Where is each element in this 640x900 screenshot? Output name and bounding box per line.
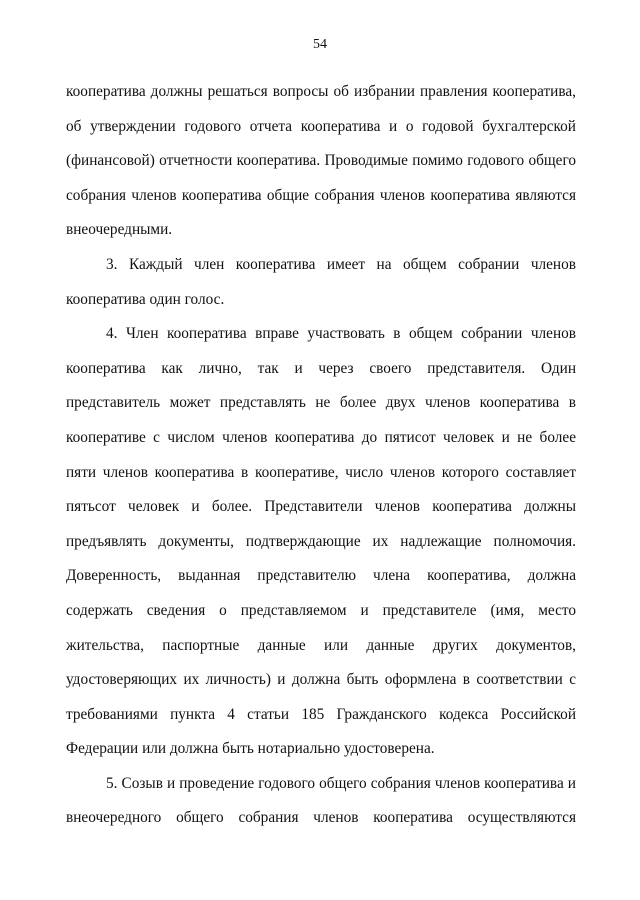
text-line: Федерации или должна быть нотариально удостоверена.: [66, 740, 435, 758]
text-line: 5. Созыв и проведение годового общего собрания членов кооператива и: [106, 774, 576, 792]
text-line: об утверждении годового отчета кооператива и о годовой бухгалтерской: [66, 117, 576, 135]
text-line: представитель может представлять не более двух членов кооператива в: [66, 394, 576, 412]
text-line: кооператива должны решаться вопросы об избрании правления кооператива,: [66, 83, 576, 100]
text-line: внеочередными.: [66, 221, 173, 239]
paragraph-item-5: [66, 767, 576, 836]
page-number: 54: [313, 37, 327, 52]
text-line: собрания членов кооператива общие собрания членов кооператива являются: [66, 186, 576, 204]
paragraph-continuation: [66, 75, 576, 248]
text-line: удостоверяющих их личность) и должна быть оформлена в соответствии с: [66, 671, 576, 689]
text-line: требованиями пункта 4 статьи 185 Гражданского кодекса Российской: [66, 705, 576, 723]
text-line: кооператива как лично, так и через своего представителя. Один: [66, 359, 576, 377]
text-line: кооперативе с числом членов кооператива до пятисот человек и не более: [66, 428, 576, 446]
body-text: [66, 75, 576, 836]
text-line: 3. Каждый член кооператива имеет на общем собрании членов: [106, 255, 576, 273]
paragraph-item-4: [66, 317, 576, 767]
text-line: пяти членов кооператива в кооперативе, число членов которого составляет: [66, 463, 576, 481]
paragraph-item-3: [66, 248, 576, 317]
text-line: кооператива один голос.: [66, 290, 225, 308]
text-line: пятьсот человек и более. Представители членов кооператива должны: [66, 498, 576, 516]
text-line: содержать сведения о представляемом и представителе (имя, место: [66, 601, 576, 619]
text-line: 4. Член кооператива вправе участвовать в общем собрании членов: [106, 325, 576, 343]
text-line: внеочередного общего собрания членов кооператива осуществляются: [66, 809, 576, 827]
text-line: жительства, паспортные данные или данные других документов,: [66, 636, 576, 654]
text-line: (финансовой) отчетности кооператива. Проводимые помимо годового общего: [66, 152, 576, 170]
text-line: предъявлять документы, подтверждающие их надлежащие полномочия.: [66, 532, 576, 550]
text-line: Доверенность, выданная представителю члена кооператива, должна: [66, 567, 576, 585]
